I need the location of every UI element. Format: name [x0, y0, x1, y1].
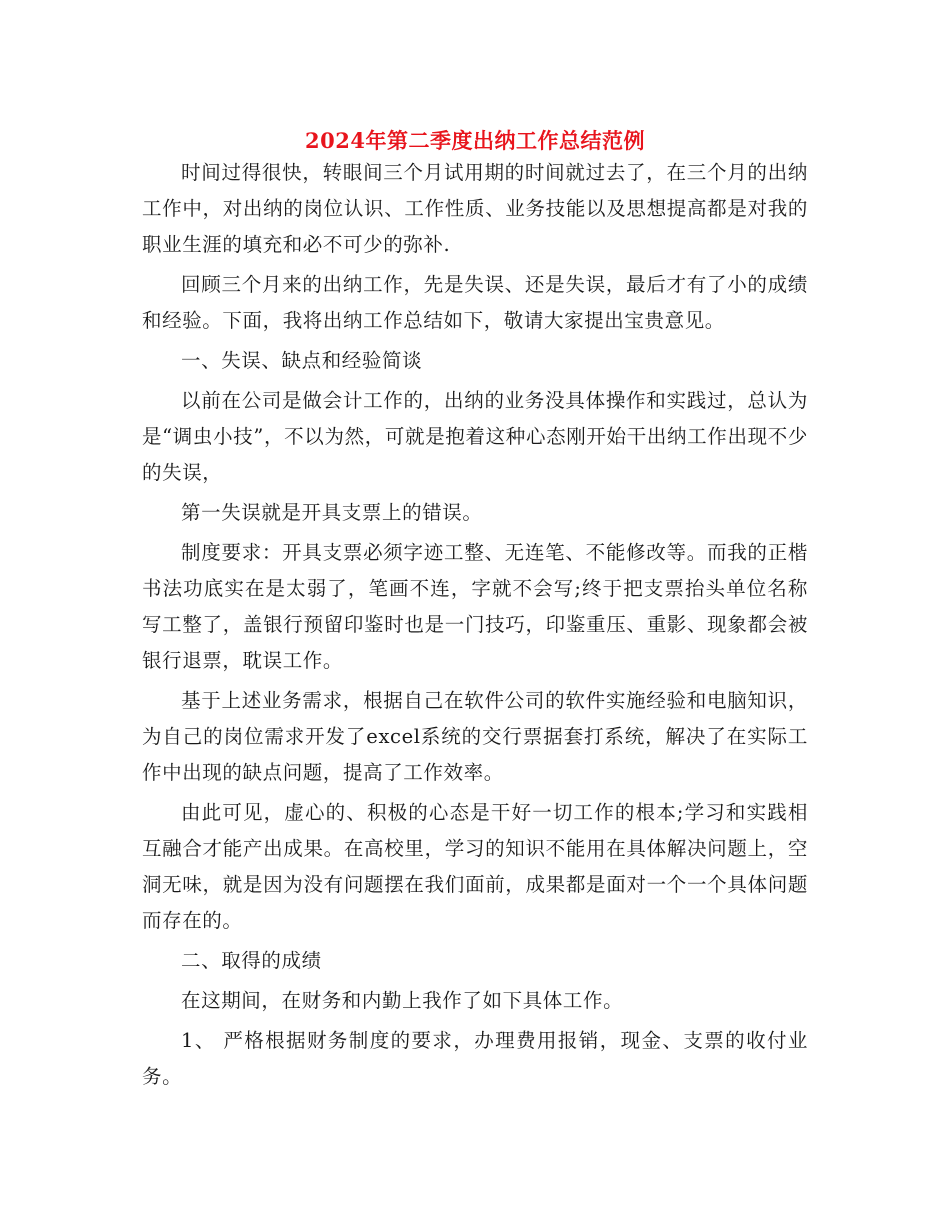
paragraph: 以前在公司是做会计工作的，出纳的业务没具体操作和实践过，总认为是“调虫小技”，不以为然，可就是抱着这种心态刚开始干出纳工作出现不少的失误， — [142, 389, 808, 484]
paragraph: 由此可见，虚心的、积极的心态是干好一切工作的根本;学习和实践相互融合才能产出成果。在高校里，学习的知识不能用在具体解决问题上，空洞无味，就是因为没有问题摆在我们面前，成果都是面对一个一个具体问题而存在的。 — [142, 801, 808, 932]
paragraph: 制度要求：开具支票必须字迹工整、无连笔、不能修改等。而我的正楷书法功底实在是太弱了，笔画不连，字就不会写;终于把支票抬头单位名称写工整了，盖银行预留印鉴时也是一门技巧，印鉴重压、重影、现象都会被银行退票，耽误工作。 — [142, 541, 808, 672]
section-heading: 一、失误、缺点和经验简谈 — [181, 349, 423, 372]
section-heading: 二、取得的成绩 — [181, 949, 322, 972]
document-title: 2024年第二季度出纳工作总结范例 — [305, 128, 645, 154]
document-body — [142, 155, 808, 1099]
paragraph: 在这期间，在财务和内勤上我作了如下具体工作。 — [181, 989, 624, 1012]
paragraph: 第一失误就是开具支票上的错误。 — [181, 501, 483, 524]
paragraph: 时间过得很快，转眼间三个月试用期的时间就过去了，在三个月的出纳工作中，对出纳的岗位认识、工作性质、业务技能以及思想提高都是对我的职业生涯的填充和必不可少的弥补. — [142, 161, 808, 256]
paragraph: 回顾三个月来的出纳工作，先是失误、还是失误，最后才有了小的成绩和经验。下面，我将出纳工作总结如下，敬请大家提出宝贵意见。 — [142, 273, 808, 332]
list-item: 1、 严格根据财务制度的要求，办理费用报销，现金、支票的收付业务。 — [142, 1029, 808, 1088]
paragraph: 基于上述业务需求，根据自己在软件公司的软件实施经验和电脑知识，为自己的岗位需求开发了excel系统的交行票据套打系统，解决了在实际工作中出现的缺点问题，提高了工作效率。 — [142, 689, 808, 784]
